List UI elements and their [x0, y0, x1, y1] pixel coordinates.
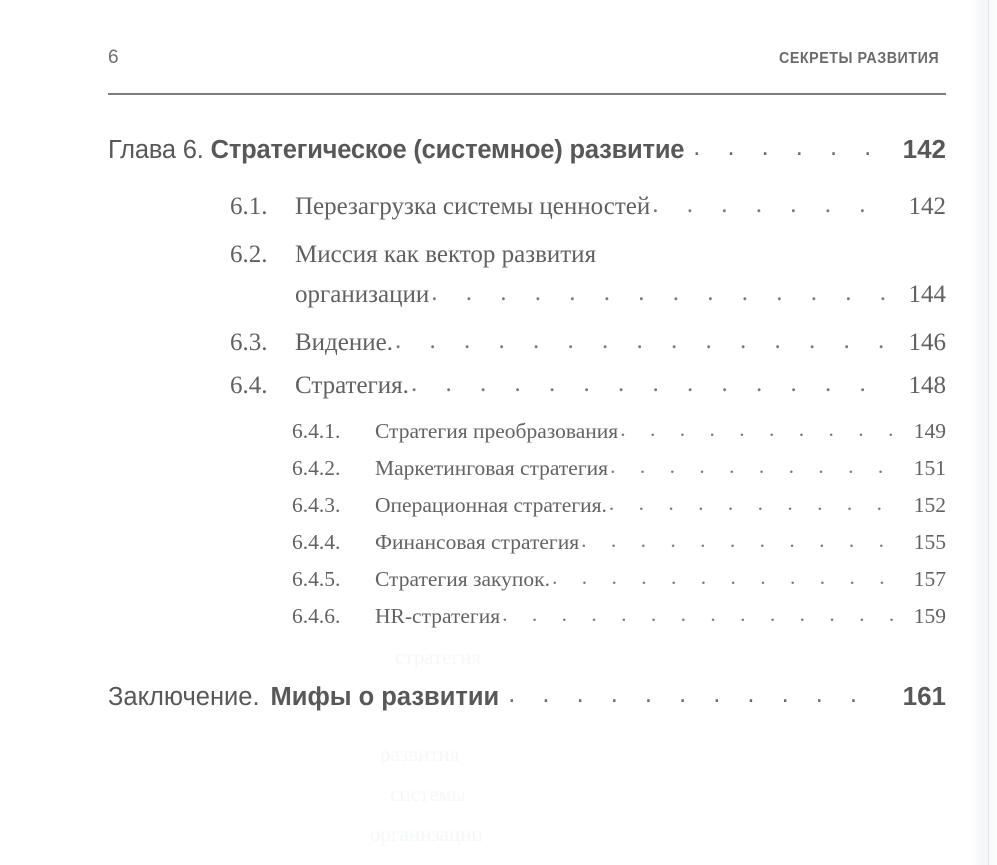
toc-section-page: 148 [908, 372, 946, 399]
toc-section-number: 6.4. [230, 372, 268, 399]
toc-conclusion-number: Заключение. [108, 683, 260, 711]
toc-conclusion-title: Мифы о развитии [270, 683, 500, 711]
showthrough-ghost: системы [390, 782, 466, 806]
dot-leader [609, 491, 896, 513]
showthrough-ghost: организации [370, 822, 483, 846]
toc-section-page: 146 [908, 329, 946, 356]
toc-section-title: Стратегия. [295, 372, 409, 399]
toc-entry-6-2-continuation[interactable] [295, 281, 946, 309]
toc-subsection-number: 6.4.4. [292, 530, 341, 554]
page-edge-gutter [971, 0, 997, 865]
toc-section-number: 6.2. [230, 241, 268, 268]
toc-subsection-page: 155 [913, 530, 946, 554]
page-number-folio: 6 [108, 47, 119, 68]
toc-subsection-number: 6.4.2. [292, 456, 341, 480]
dot-leader [411, 370, 888, 395]
toc-subsection-page: 157 [913, 567, 946, 591]
toc-section-page: 144 [908, 281, 946, 308]
toc-section-page: 142 [908, 193, 946, 220]
dot-leader [652, 191, 888, 216]
toc-entry-chapter-6[interactable] [108, 134, 946, 165]
toc-subsection-number: 6.4.6. [292, 604, 341, 628]
toc-section-title: Перезагрузка системы ценностей [295, 193, 651, 220]
toc-subsection-title: Стратегия преобразования [375, 419, 619, 443]
toc-subsection-title: HR-стратегия [375, 604, 501, 628]
toc-subsection-page: 159 [913, 604, 946, 628]
toc-entry-6-4-6[interactable] [292, 604, 946, 629]
toc-entry-6-4-5[interactable] [292, 567, 946, 592]
toc-section-number: 6.3. [230, 329, 268, 356]
toc-subsection-title: Маркетинговая стратегия [375, 456, 609, 480]
dot-leader [581, 528, 896, 550]
dot-leader [502, 602, 896, 624]
toc-entry-6-2[interactable] [230, 241, 946, 269]
toc-subsection-page: 151 [913, 456, 946, 480]
toc-entry-6-4-1[interactable] [292, 419, 946, 444]
toc-entry-6-1[interactable] [230, 193, 946, 221]
toc-section-number: 6.1. [230, 193, 268, 220]
toc-subsection-number: 6.4.3. [292, 493, 341, 517]
toc-chapter-title: Стратегическое (системное) развитие [210, 136, 685, 164]
running-head-title: СЕКРЕТЫ РАЗВИТИЯ [778, 50, 940, 67]
showthrough-ghost: развития [380, 742, 460, 766]
toc-chapter-page: 142 [902, 134, 946, 164]
dot-leader [395, 327, 888, 352]
toc-entry-6-4-3[interactable] [292, 493, 946, 518]
toc-section-title: Миссия как вектор развития [295, 241, 597, 268]
dot-leader [610, 454, 896, 476]
dot-leader [552, 565, 896, 587]
dot-leader [620, 417, 896, 439]
header-rule [108, 93, 946, 95]
toc-entry-6-4-4[interactable] [292, 530, 946, 555]
toc-subsection-title: Финансовая стратегия [375, 530, 580, 554]
dot-leader [693, 133, 883, 159]
toc-section-title-continued: организации [295, 281, 430, 308]
toc-entry-6-3[interactable] [230, 329, 946, 357]
toc-conclusion-page: 161 [902, 681, 946, 711]
toc-entry-conclusion[interactable] [108, 681, 946, 712]
toc-subsection-number: 6.4.1. [292, 419, 341, 443]
toc-subsection-number: 6.4.5. [292, 567, 341, 591]
toc-subsection-page: 152 [913, 493, 946, 517]
showthrough-ghost: стратегия [395, 645, 482, 669]
toc-subsection-title: Операционная стратегия. [375, 493, 607, 517]
toc-section-title: Видение. [295, 329, 393, 356]
page-edge-line [988, 0, 989, 865]
dot-leader [431, 279, 888, 304]
toc-entry-6-4[interactable] [230, 372, 946, 400]
toc-subsection-title: Стратегия закупок. [375, 567, 550, 591]
toc-entry-6-4-2[interactable] [292, 456, 946, 481]
toc-subsection-page: 149 [913, 419, 946, 443]
toc-chapter-number: Глава 6. [108, 136, 204, 164]
dot-leader [508, 680, 883, 706]
running-head [108, 47, 946, 69]
